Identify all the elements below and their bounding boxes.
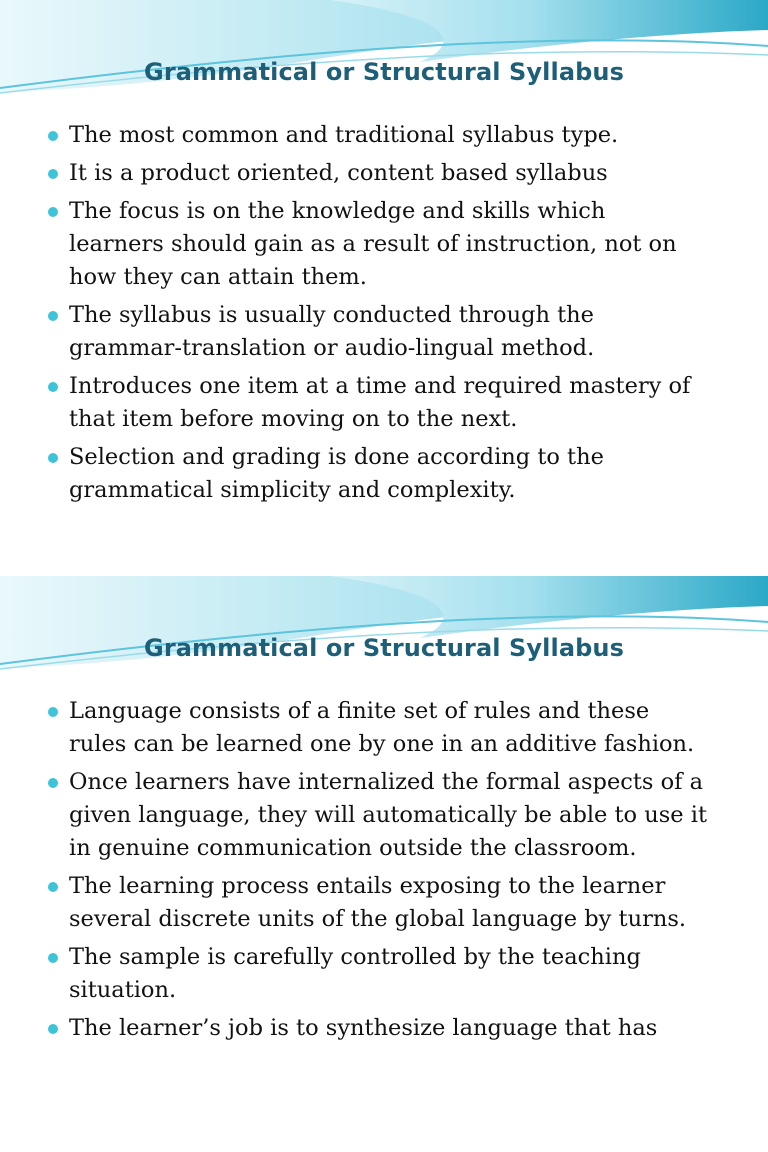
bullet-dot-icon: [48, 882, 58, 892]
bullet-line: grammatical simplicity and complexity.: [69, 477, 516, 503]
bullet-dot-icon: [48, 382, 58, 392]
bullet-text: [69, 1012, 748, 1045]
slide-title: Grammatical or Structural Syllabus: [144, 58, 624, 86]
bullet-line: Introduces one item at a time and required mastery of: [69, 373, 691, 399]
bullet-item: [48, 195, 748, 294]
bullet-line: Language consists of a finite set of rules and these: [69, 698, 650, 724]
bullet-line: rules can be learned one by one in an additive fashion.: [69, 731, 695, 757]
bullet-line: The syllabus is usually conducted through the: [69, 302, 594, 328]
bullet-text: [69, 157, 748, 190]
bullet-text: [69, 870, 748, 936]
bullet-line: in genuine communication outside the classroom.: [69, 835, 637, 861]
bullet-list: [48, 695, 748, 1050]
bullet-line: that item before moving on to the next.: [69, 406, 518, 432]
bullet-text: [69, 299, 748, 365]
bullet-item: [48, 1012, 748, 1045]
bullet-line: The learner’s job is to synthesize language that has: [69, 1015, 658, 1041]
bullet-line: The learning process entails exposing to the learner: [69, 873, 666, 899]
bullet-text: [69, 195, 748, 294]
bullet-dot-icon: [48, 1024, 58, 1034]
bullet-line: learners should gain as a result of instruction, not on: [69, 231, 677, 257]
bullet-line: given language, they will automatically be able to use it: [69, 802, 707, 828]
bullet-item: [48, 119, 748, 152]
bullet-line: how they can attain them.: [69, 264, 367, 290]
bullet-line: several discrete units of the global language by turns.: [69, 906, 687, 932]
bullet-text: [69, 941, 748, 1007]
bullet-line: The sample is carefully controlled by the teaching: [69, 944, 641, 970]
bullet-dot-icon: [48, 707, 58, 717]
bullet-line: situation.: [69, 977, 177, 1003]
bullet-dot-icon: [48, 169, 58, 179]
bullet-dot-icon: [48, 207, 58, 217]
bullet-line: grammar-translation or audio-lingual method.: [69, 335, 595, 361]
bullet-text: [69, 695, 748, 761]
bullet-text: [69, 119, 748, 152]
bullet-dot-icon: [48, 453, 58, 463]
bullet-line: It is a product oriented, content based syllabus: [69, 160, 608, 186]
bullet-item: [48, 695, 748, 761]
slide-2: [0, 576, 768, 1152]
bullet-text: [69, 441, 748, 507]
bullet-line: Selection and grading is done according to the: [69, 444, 604, 470]
slide-title: Grammatical or Structural Syllabus: [144, 634, 624, 662]
bullet-item: [48, 766, 748, 865]
bullet-item: [48, 299, 748, 365]
bullet-line: The focus is on the knowledge and skills which: [69, 198, 606, 224]
bullet-list: [48, 119, 748, 512]
bullet-dot-icon: [48, 131, 58, 141]
bullet-line: Once learners have internalized the formal aspects of a: [69, 769, 704, 795]
bullet-dot-icon: [48, 778, 58, 788]
bullet-item: [48, 870, 748, 936]
bullet-item: [48, 370, 748, 436]
bullet-dot-icon: [48, 311, 58, 321]
bullet-dot-icon: [48, 953, 58, 963]
bullet-line: The most common and traditional syllabus type.: [69, 122, 619, 148]
bullet-item: [48, 441, 748, 507]
bullet-item: [48, 941, 748, 1007]
bullet-text: [69, 766, 748, 865]
bullet-text: [69, 370, 748, 436]
bullet-item: [48, 157, 748, 190]
